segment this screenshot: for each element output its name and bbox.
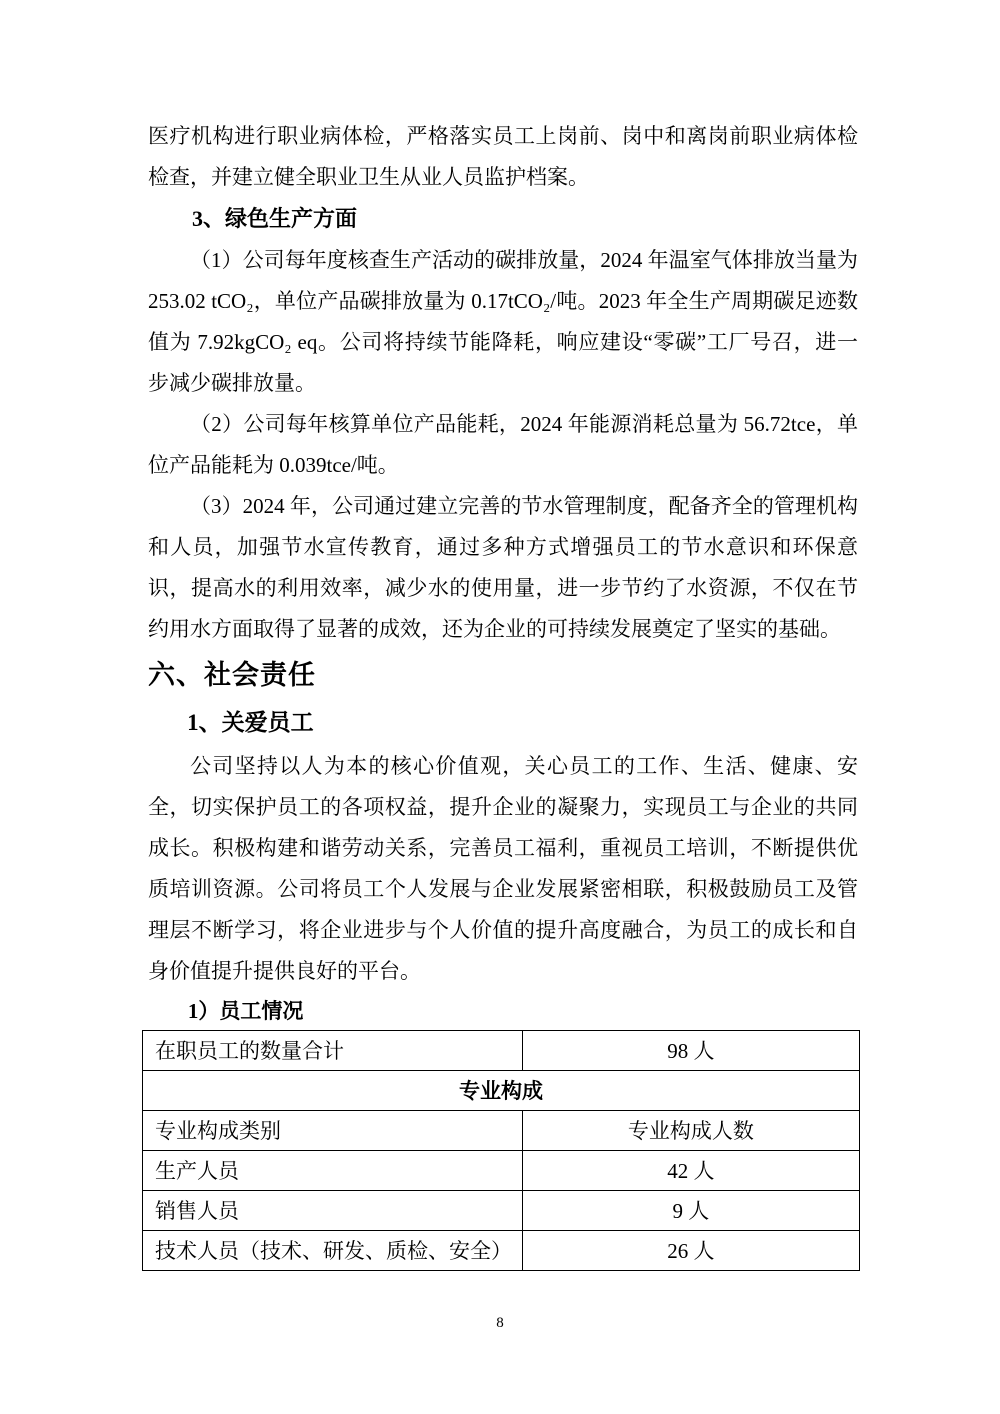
body-paragraph-energy: （2）公司每年核算单位产品能耗，2024 年能源消耗总量为 56.72tce，单位产品能耗为 0.039tce/吨。 bbox=[148, 412, 858, 477]
table-row-total bbox=[143, 1031, 860, 1071]
section-heading-green-production: 3、绿色生产方面 bbox=[192, 206, 358, 231]
section-heading-staff-situation: 1）员工情况 bbox=[187, 999, 304, 1023]
page-number: 8 bbox=[496, 1315, 504, 1331]
table-cell-value: 42 人 bbox=[522, 1151, 859, 1191]
table-row bbox=[143, 1191, 860, 1231]
table-cell-col2-header: 专业构成人数 bbox=[522, 1111, 859, 1151]
table-cell-value: 9 人 bbox=[522, 1191, 859, 1231]
section-heading-employee-care: 1、关爱员工 bbox=[187, 710, 314, 735]
table-cell-total-label: 在职员工的数量合计 bbox=[143, 1031, 523, 1071]
table-cell-col1-header: 专业构成类别 bbox=[143, 1111, 523, 1151]
body-paragraph-water: （3）2024 年，公司通过建立完善的节水管理制度，配备齐全的管理机构和人员，加强节水宣传教育，通过多种方式增强员工的节水意识和环保意识，提高水的利用效率，减少水的使用量，进一步节约了水资源，不仅在节约用水方面取得了显著的成效，还为企业的可持续发展奠定了坚实的基础。 bbox=[148, 494, 858, 641]
table-row bbox=[143, 1151, 860, 1191]
table-row-column-headers bbox=[143, 1111, 860, 1151]
table-cell-section-header: 专业构成 bbox=[143, 1071, 860, 1111]
employee-table bbox=[142, 1030, 860, 1271]
table-cell-label: 生产人员 bbox=[143, 1151, 523, 1191]
body-paragraph-continuation: 医疗机构进行职业病体检，严格落实员工上岗前、岗中和离岗前职业病体检检查，并建立健全职业卫生从业人员监护档案。 bbox=[148, 124, 858, 189]
chapter-heading-social-responsibility: 六、社会责任 bbox=[148, 660, 316, 690]
table-row bbox=[143, 1231, 860, 1271]
table-cell-label: 销售人员 bbox=[143, 1191, 523, 1231]
table-cell-label: 技术人员（技术、研发、质检、安全） bbox=[143, 1231, 523, 1271]
body-paragraph-carbon: （1）公司每年度核查生产活动的碳排放量，2024 年温室气体排放当量为 253.02 tCO₂，单位产品碳排放量为 0.17tCO₂/吨。2023 年全生产周期碳足迹数值为 7.92kgCO₂ eq。公司将持续节能降耗，响应建设“零碳”工厂号召，进一步减少碳排放量。 bbox=[148, 248, 858, 395]
table-cell-total-value: 98 人 bbox=[522, 1031, 859, 1071]
table-cell-value: 26 人 bbox=[522, 1231, 859, 1271]
table-row-section-header bbox=[143, 1071, 860, 1111]
body-paragraph-employee-care: 公司坚持以人为本的核心价值观，关心员工的工作、生活、健康、安全，切实保护员工的各项权益，提升企业的凝聚力，实现员工与企业的共同成长。积极构建和谐劳动关系，完善员工福利，重视员工培训，不断提供优质培训资源。公司将员工个人发展与企业发展紧密相联，积极鼓励员工及管理层不断学习，将企业进步与个人价值的提升高度融合，为员工的成长和自身价值提升提供良好的平台。 bbox=[148, 754, 858, 983]
